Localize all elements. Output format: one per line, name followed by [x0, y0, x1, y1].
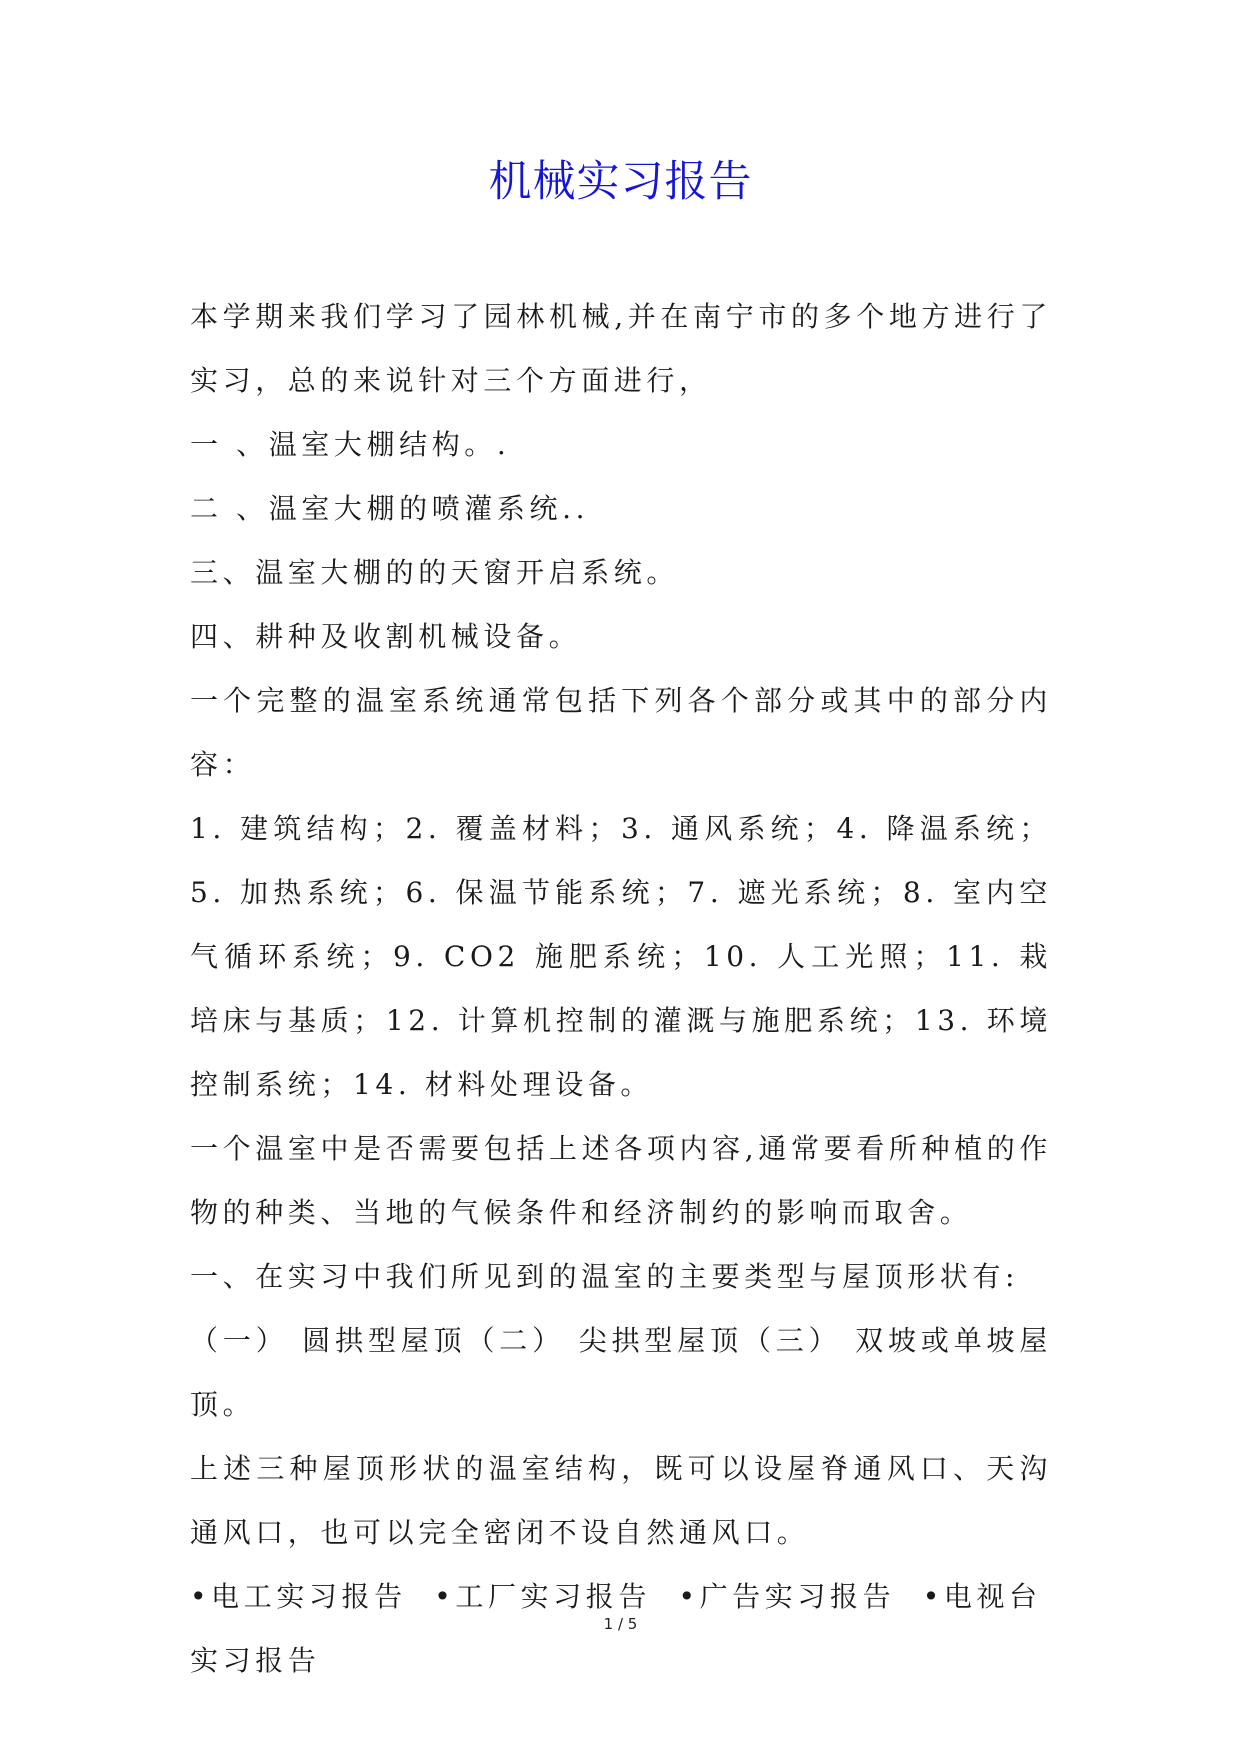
document-title: 机械实习报告	[488, 157, 753, 207]
paragraph-roof-types: （一） 圆拱型屋顶（二） 尖拱型屋顶（三） 双坡或单坡屋顶。	[190, 1324, 1052, 1421]
related-link-tv-station[interactable]: •电视台实习报告	[190, 1580, 1042, 1677]
paragraph-item-2: 二 、温室大棚的喷灌系统..	[190, 492, 590, 525]
paragraph-item-3: 三、温室大棚的的天窗开启系统。	[190, 556, 680, 589]
paragraph-intro: 本学期来我们学习了园林机械,并在南宁市的多个地方进行了实习，总的来说针对三个方面进行，	[190, 300, 1052, 397]
document-body	[190, 285, 1052, 1693]
related-link-electrician[interactable]: •电工实习报告	[190, 1580, 407, 1613]
paragraph-roof-intro: 一、在实习中我们所见到的温室的主要类型与屋顶形状有:	[190, 1260, 1020, 1293]
paragraph-system-intro: 一个完整的温室系统通常包括下列各个部分或其中的部分内容：	[190, 684, 1052, 781]
paragraph-item-4: 四、耕种及收割机械设备。	[190, 620, 582, 653]
paragraph-item-1: 一 、温室大棚结构。.	[190, 428, 511, 461]
paragraph-roof-ventilation: 上述三种屋顶形状的温室结构，既可以设屋脊通风口、天沟通风口，也可以完全密闭不设自然通风口。	[190, 1452, 1052, 1549]
paragraph-system-list: 1. 建筑结构；2. 覆盖材料；3. 通风系统；4. 降温系统； 5. 加热系统；6. 保温节能系统；7. 遮光系统；8. 室内空气循环系统；9. CO2 施肥系统；10. 人工光照；11. 栽培床与基质；12. 计算机控制的灌溉与施肥系统；13. 环境控制系统；14. 材料处理设备。	[190, 812, 1052, 1101]
page-number: 1 / 5	[603, 1615, 638, 1633]
paragraph-system-choice: 一个温室中是否需要包括上述各项内容,通常要看所种植的作物的种类、当地的气候条件和经济制约的影响而取舍。	[190, 1132, 1052, 1229]
related-link-advertising[interactable]: •广告实习报告	[678, 1580, 896, 1613]
related-link-factory[interactable]: •工厂实习报告	[434, 1580, 651, 1613]
